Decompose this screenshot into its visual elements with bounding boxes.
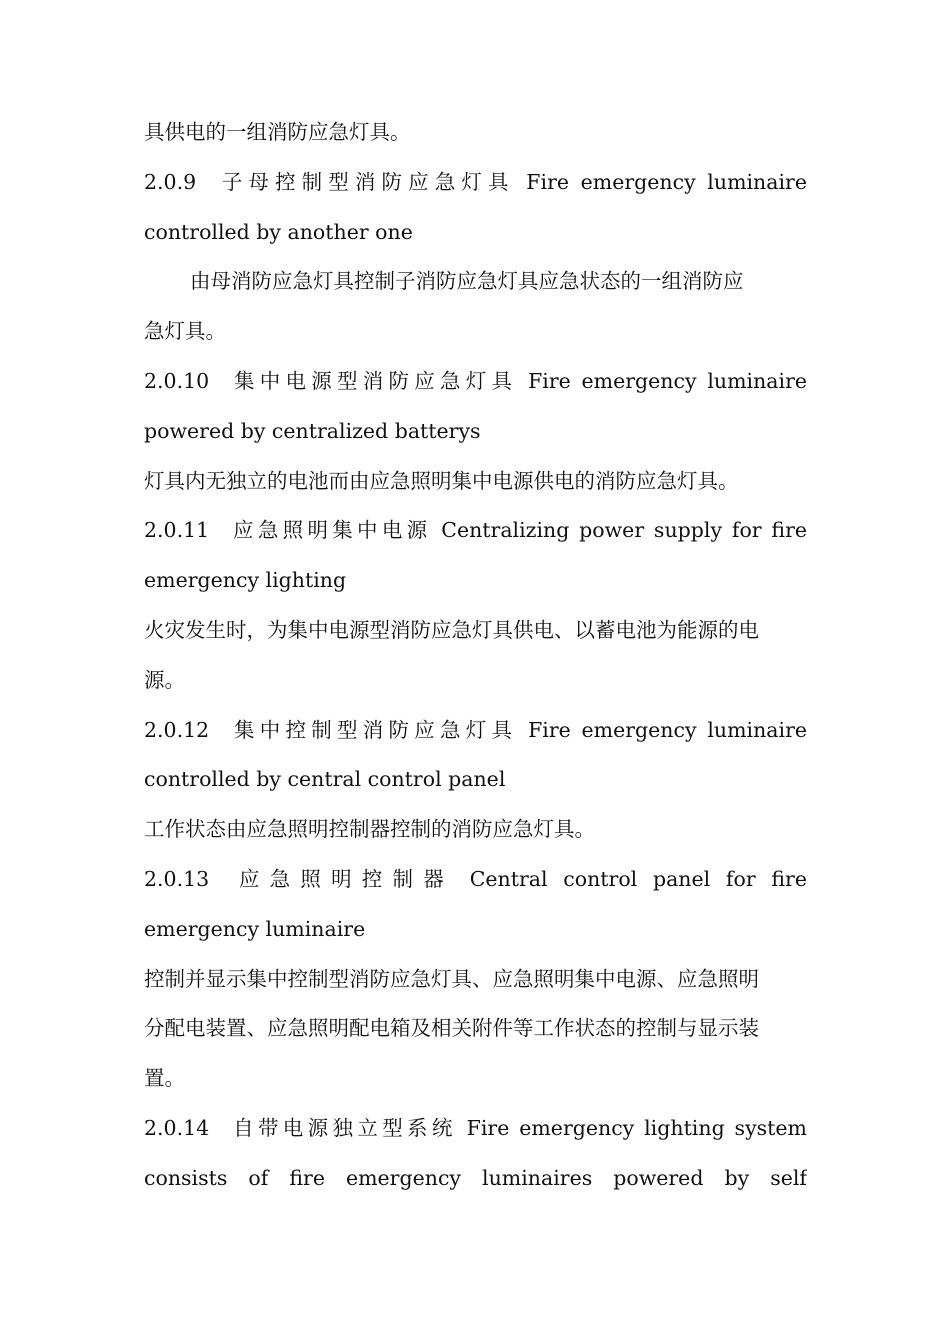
clause-heading-2-0-14 xyxy=(144,1104,807,1154)
clause-term-chinese: 集中控制型消防应急灯具 xyxy=(234,717,518,742)
clause-term-english: Fire emergency luminaire xyxy=(528,368,807,393)
definition-text: 火灾发生时，为集中电源型消防应急灯具供电、以蓄电池为能源的电 xyxy=(144,617,759,642)
clause-term-english: Central control panel for fire xyxy=(469,866,807,891)
clause-term-english: Fire emergency lighting system xyxy=(466,1115,807,1140)
clause-term-english: Centralizing power supply for fire xyxy=(441,518,807,543)
clause-number: 2.0.10 xyxy=(144,368,210,393)
clause-number: 2.0.9 xyxy=(144,169,197,194)
clause-number: 2.0.11 xyxy=(144,518,210,543)
definition-text: 置。 xyxy=(144,1066,185,1091)
clause-term-english: Fire emergency luminaire xyxy=(528,717,807,742)
definition-text: 分配电装置、应急照明配电箱及相关附件等工作状态的控制与显示装 xyxy=(144,1016,759,1041)
text-line: powered by centralized batterys xyxy=(144,418,481,443)
text-line: 具供电的一组消防应急灯具。 xyxy=(144,120,411,144)
text-line: consists of fire emergency luminaires powered by self xyxy=(144,1165,807,1190)
definition-text: 灯具内无独立的电池而由应急照明集中电源供电的消防应急灯具。 xyxy=(144,468,739,493)
clause-term-chinese: 集中电源型消防应急灯具 xyxy=(234,368,518,393)
definition-text: 源。 xyxy=(144,667,185,692)
text-line: emergency luminaire xyxy=(144,916,366,941)
clause-term-chinese: 应急照明控制器 xyxy=(238,866,454,891)
definition-text: 控制并显示集中控制型消防应急灯具、应急照明集中电源、应急照明 xyxy=(144,966,759,991)
definition-text: 由母消防应急灯具控制子消防应急灯具应急状态的一组消防应 xyxy=(190,269,744,294)
text-line: emergency lighting xyxy=(144,568,347,593)
clause-heading-2-0-10 xyxy=(144,357,807,407)
clause-term-chinese: 应急照明集中电源 xyxy=(233,518,432,543)
clause-heading-2-0-12 xyxy=(144,706,807,756)
clause-heading-2-0-13 xyxy=(144,855,807,905)
document-page xyxy=(144,108,807,1204)
clause-term-chinese: 子母控制型消防应急灯具 xyxy=(221,169,515,194)
clause-number: 2.0.13 xyxy=(144,866,210,891)
clause-heading-2-0-11 xyxy=(144,506,807,556)
clause-number: 2.0.12 xyxy=(144,717,210,742)
clause-number: 2.0.14 xyxy=(144,1115,210,1140)
text-line: controlled by central control panel xyxy=(144,767,506,792)
definition-text: 急灯具。 xyxy=(144,319,226,344)
clause-term-chinese: 自带电源独立型系统 xyxy=(233,1115,457,1140)
clause-term-english: Fire emergency luminaire xyxy=(526,169,807,194)
definition-text: 工作状态由应急照明控制器控制的消防应急灯具。 xyxy=(144,817,595,842)
text-line: controlled by another one xyxy=(144,219,413,244)
clause-heading-2-0-9 xyxy=(144,158,807,208)
